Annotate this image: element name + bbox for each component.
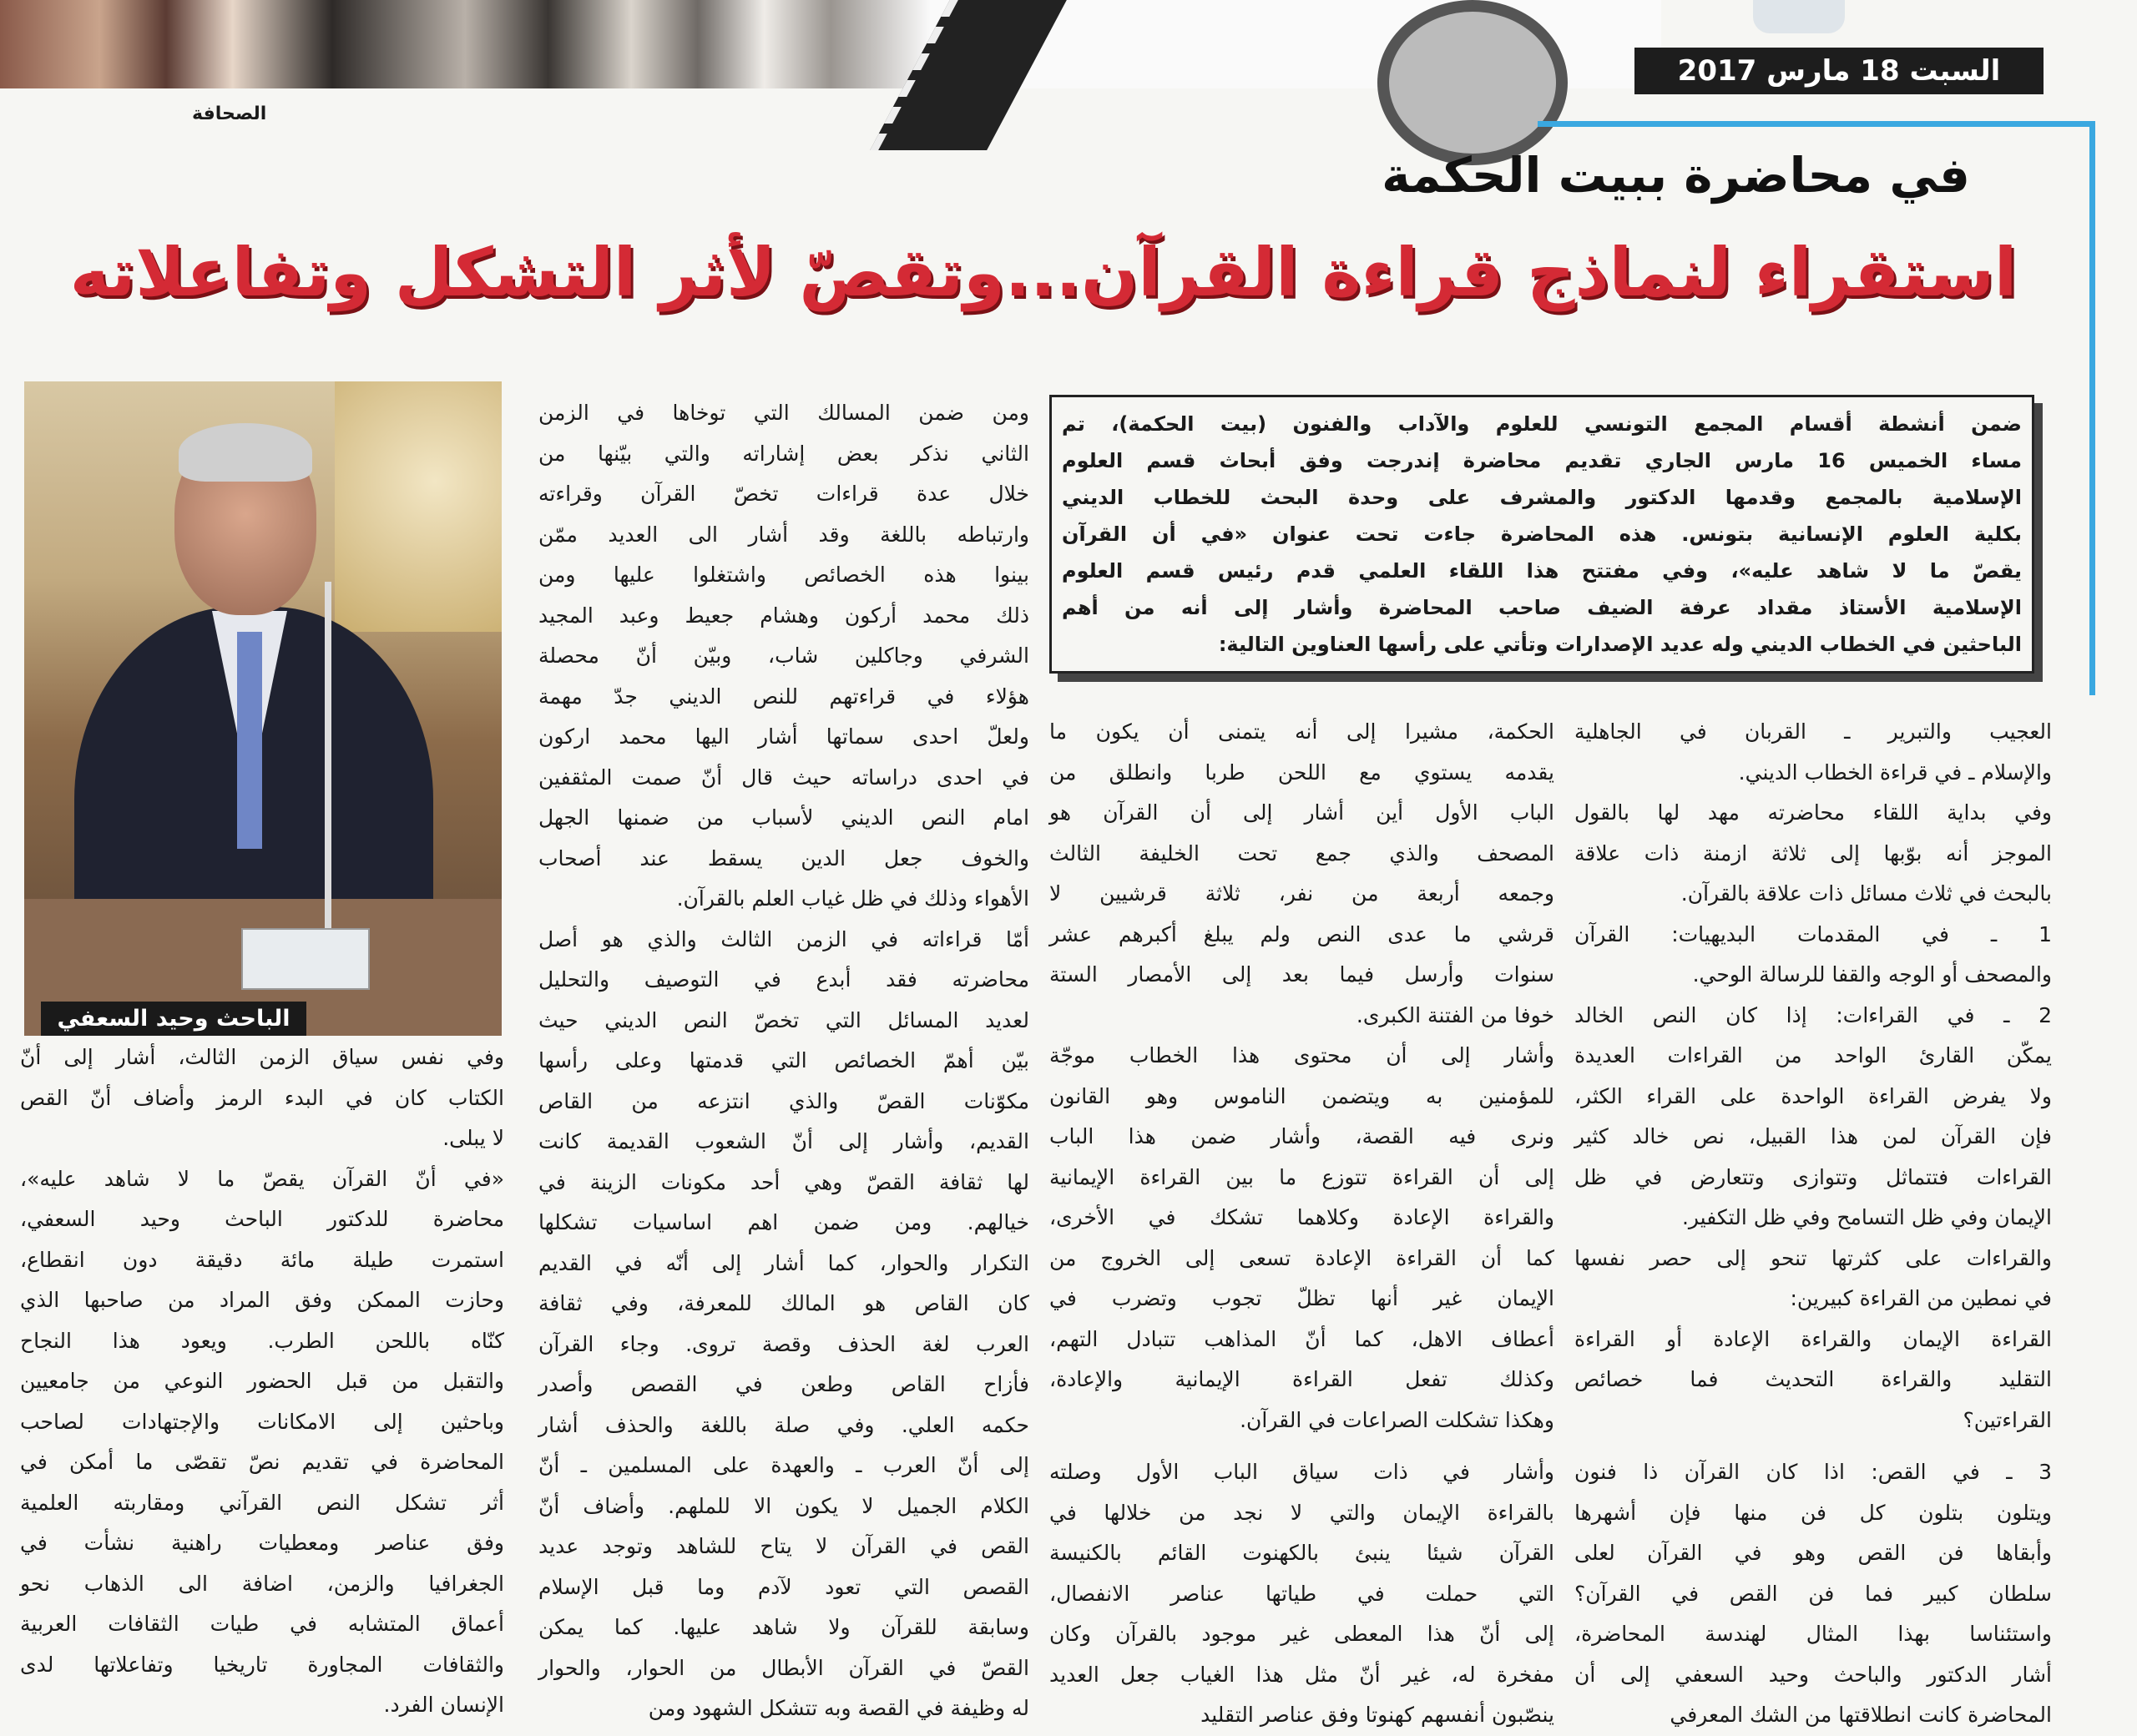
text-line: إلى أنّ العرب ـ والعهدة على المسلمين ـ أنّ — [538, 1453, 1029, 1477]
text-line: امام النص الديني لأسباب من ضمنها الجهل — [538, 805, 1029, 830]
article-column-2 — [1049, 712, 1554, 1736]
text-line: للمؤمنين به ويتضمن الناموس وهو القانون — [1049, 1083, 1554, 1108]
text-line: فأزاح القاص وطعن في القصص وأصدر — [538, 1372, 1029, 1396]
text-line: والإسلام ـ في قراءة الخطاب الديني. — [1738, 760, 2052, 785]
text-line: يقصّ ما لا شاهد عليه»، وفي مفتتح هذا اللقاء العلمي قدم رئيس قسم العلوم — [1062, 559, 2022, 583]
text-line: بينوا هذه الخصائص واشتغلوا عليها ومن — [538, 563, 1029, 587]
text-line: لعديد المسائل التي تخصّ النص الديني حيث — [538, 1007, 1029, 1032]
text-line: إلى أنّ هذا المعطى غير موجود بالقرآن وكان — [1049, 1622, 1554, 1646]
article-kicker: في محاضرة ببيت الحكمة — [1382, 147, 1970, 204]
text-line: 2 ـ في القراءات: إذا كان النص الخالد — [1574, 1002, 2052, 1027]
text-line: الإسلامية الأستاذ مقداد عرفة الضيف صاحب المحاضرة وأشار إلى أنه من أهم — [1062, 596, 2022, 619]
text-line: الإسلامية بالمجمع وقدمها الدكتور والمشرف على وحدة البحث للخطاب الديني — [1062, 486, 2022, 509]
paragraph-gap — [1049, 1441, 1554, 1452]
newspaper-logo — [1753, 0, 1845, 33]
text-line: التقليد والقراءة التحديث فما خصائص — [1574, 1367, 2052, 1391]
text-line: حكمه العلي. وفي صلة باللغة والحذف أشار — [538, 1412, 1029, 1437]
text-line: وفي نفس سياق الزمن الثالث، أشار إلى أنّ — [20, 1045, 504, 1069]
text-line: الثاني نذكر بعض إشاراته والتي بيّنها من — [538, 441, 1029, 466]
paragraph-gap — [1574, 1441, 2052, 1452]
text-line: ونرى فيه القصة، وأشار ضمن هذا الباب — [1049, 1124, 1554, 1148]
accent-rule-horizontal — [1538, 121, 2089, 127]
text-line: خيالهم. ومن ضمن اهم اساسيات تشكلها — [538, 1210, 1029, 1234]
text-line: كان القاص هو المالك للمعرفة، وفي ثقافة — [538, 1291, 1029, 1315]
text-line: بالقراءة الإيمان والتي لا نجد من خلالها في — [1049, 1500, 1554, 1525]
text-line: التي حملت في طياتها عناصر الانفصال، — [1049, 1581, 1554, 1606]
text-line: وفق عناصر ومعطيات راهنية نشأت في — [20, 1531, 504, 1555]
text-line: مكوّنات القصّ والذي انتزعه من القاص — [538, 1088, 1029, 1113]
text-line: يقدمه يستوي مع اللحن طربا وانطلق من — [1049, 760, 1554, 785]
text-line: القراءتين؟ — [1963, 1407, 2052, 1432]
photo-tie — [237, 632, 262, 849]
text-line: أثر تشكل النص القرآني ومقاربته العلمية — [20, 1490, 504, 1515]
text-line: إلى أن القراءة تتوزع ما بين القراءة الإيمانية — [1049, 1164, 1554, 1189]
text-line: والمصحف أو الوجه والقفا للرسالة الوحي. — [1692, 962, 2052, 987]
text-line: في نمطين من القراءة كبيرين: — [1790, 1286, 2052, 1310]
text-line: القراءات فتتماثل وتتوازى وتتعارض في ظل — [1574, 1164, 2052, 1189]
text-line: وفي بداية اللقاء محاضرته مهد لها بالقول — [1574, 800, 2052, 825]
text-line: القديم، وأشار إلى أنّ الشعوب القديمة كانت — [538, 1129, 1029, 1153]
text-line: الباحثين في الخطاب الديني وله عديد الإصدارات وتأتي على رأسها العناوين التالية: — [1218, 633, 2022, 656]
accent-rule-vertical — [2089, 121, 2095, 695]
text-line: أمّا قراءاته في الزمن الثالث والذي هو أصل — [538, 926, 1029, 951]
text-line: يمكّن القارئ الواحد من القراءات العديدة — [1574, 1043, 2052, 1067]
text-line: والقراءة الإعادة وكلاهما تشكك في الأخرى، — [1049, 1205, 1554, 1229]
text-line: استمرت طيلة مائة دقيقة دون انقطاع، — [20, 1247, 504, 1272]
text-line: التكرار والحوار، كما أشار إلى أنّه في القديم — [538, 1250, 1029, 1275]
text-line: بكلية العلوم الإنسانية بتونس. هذه المحاضرة جاءت تحت عنوان «في أن القرآن — [1062, 522, 2022, 546]
text-line: قرشي ما عدى النص ولم يبلغ أكبرهم عشر — [1049, 921, 1554, 946]
article-intro-box — [1049, 395, 2034, 674]
text-line: 1 ـ في المقدمات البديهيات: القرآن — [1574, 921, 2052, 946]
text-line: القصّ في القرآن الأبطال من الحوار، والحوار — [538, 1655, 1029, 1680]
text-line: الموجز أنه بوّبها إلى ثلاثة ازمنة ذات علاقة — [1574, 840, 2052, 865]
photo-hair — [179, 423, 312, 482]
speaker-photo — [24, 381, 502, 1036]
text-line: وهكذا تشكلت الصراعات في القرآن. — [1240, 1407, 1554, 1432]
text-line: في احدى دراساته حيث قال أنّ صمت المثقفين — [538, 765, 1029, 790]
text-line: له وظيفة في القصة وبه تتشكل الشهود ومن — [648, 1696, 1029, 1720]
text-line: المصحف والذي جمع تحت الخليفة الثالث — [1049, 840, 1554, 865]
text-line: ولعلّ احدى سماتها أشار اليها محمد اركون — [538, 724, 1029, 749]
text-line: والخوف جعل الدين يسقط عند أصحاب — [538, 845, 1029, 871]
photo-caption: الباحث وحيد السعفي — [41, 1002, 306, 1036]
text-line: الكتاب كان في البدء الرمز وأضاف أنّ القص — [20, 1085, 504, 1110]
text-line: خلال عدة قراءات تخصّ القرآن وقراءته — [538, 482, 1029, 506]
text-line: ومن ضمن المسالك التي توخاها في الزمن — [538, 401, 1029, 425]
text-line: الأهواء وذلك في ظل غياب العلم بالقرآن. — [676, 886, 1029, 911]
text-line: الإيمان وفي ظل التسامح وفي ظل التكفير. — [1681, 1205, 2052, 1229]
text-line: واستئناسا بهذا المثال لهندسة المحاضرة، — [1574, 1622, 2052, 1646]
article-column-4 — [20, 1037, 504, 1726]
text-line: الباب الأول أين أشار إلى أن القرآن هو — [1049, 800, 1554, 825]
text-line: بيّن أهمّ الخصائص التي قدمتها وعلى رأسها — [538, 1048, 1029, 1072]
text-line: خوفا من الفتنة الكبرى. — [1356, 1002, 1554, 1027]
text-line: وسابقة للقرآن ولا شاهد عليها. كما يمكن — [538, 1615, 1029, 1639]
text-line: أشار الدكتور والباحث وحيد السعفي إلى أن — [1574, 1662, 2052, 1687]
text-line: الشرفي وجاكلين شاب، وبيّن أنّ محصلة — [538, 643, 1029, 668]
text-line: القرآن شيئا ينبئ بالكهنوت القائم بالكنيسة — [1049, 1541, 1554, 1565]
text-line: الحكمة، مشيرا إلى أنه يتمنى أن يكون ما — [1049, 719, 1554, 744]
text-line: القص في القرآن لا يتاح للشاهد وتوجد عديد — [538, 1534, 1029, 1558]
text-line: ويتلون بتلون كل فن منها فإن أشهرها — [1574, 1500, 2052, 1525]
text-line: بالبحث في ثلاث مسائل ذات علاقة بالقرآن. — [1680, 881, 2052, 906]
text-line: العرب لغة الحذف وقصة تروى. وجاء القرآن — [538, 1331, 1029, 1356]
text-line: فإن القرآن لمن هذا القبيل، نص خالد كثير — [1574, 1124, 2052, 1148]
text-line: العجيب والتبرير ـ القربان في الجاهلية — [1574, 719, 2052, 744]
text-line: سنوات وأرسل فيما بعد إلى الأمصار الستة — [1049, 962, 1554, 987]
text-line: ضمن أنشطة أقسام المجمع التونسي للعلوم والآداب والفنون (بيت الحكمة)، تم — [1062, 412, 2022, 436]
issue-date: السبت 18 مارس 2017 — [1634, 48, 2044, 94]
text-line: مفخرة له، غير أنّ مثل هذا الغياب جعل العديد — [1049, 1662, 1554, 1687]
film-reel-graphic — [1377, 0, 1568, 165]
conference-device — [241, 928, 370, 990]
text-line: وأشار في ذات سياق الباب الأول وصلته — [1049, 1460, 1554, 1484]
text-line: والثقافات المجاورة تاريخيا وتفاعلاتها لدى — [20, 1652, 504, 1677]
text-line: أعطاف الاهل، كما أنّ المذاهب تتبادل التهم، — [1049, 1326, 1554, 1351]
text-line: ولا يفرض القراءة الواحدة على القراء الكثر، — [1574, 1083, 2052, 1108]
text-line: وكذلك تفعل القراءة الإيمانية والإعادة، — [1049, 1367, 1554, 1391]
text-line: محاضرته فقد أبدع في التوصيف والتحليل — [538, 967, 1029, 992]
text-line: القصص التي تعود لآدم وما قبل الإسلام — [538, 1574, 1029, 1599]
text-line: 3 ـ في القص: اذا كان القرآن ذا فنون — [1574, 1460, 2052, 1484]
microphone — [325, 582, 331, 974]
text-line: وارتباطه باللغة وقد أشار الى العديد ممّن — [538, 522, 1029, 547]
text-line: «في أنّ القرآن يقصّ ما لا شاهد عليه»، — [20, 1166, 504, 1191]
text-line: كما أن القراءة الإعادة تسعى إلى الخروج من — [1049, 1245, 1554, 1270]
text-line: الجغرافيا والزمن، اضافة الى الذهاب نحو — [20, 1571, 504, 1596]
text-line: وحازت الممكن وفق المراد من صاحبها الذي — [20, 1288, 504, 1312]
text-line: وجمعه أربعة من نفر، ثلاثة قرشيين لا — [1049, 881, 1554, 906]
text-line: محاضرة للدكتور الباحث وحيد السعفي، — [20, 1207, 504, 1231]
photo-background-ornament — [335, 381, 502, 632]
text-line: الإنسان الفرد. — [383, 1693, 504, 1717]
text-line: وأشار إلى أن محتوى هذا الخطاب موجّة — [1049, 1043, 1554, 1067]
text-line: أعماق المتشابه في طيات الثقافات العربية — [20, 1612, 504, 1636]
text-line: لا يبلى. — [442, 1126, 504, 1150]
article-column-3 — [538, 393, 1029, 1729]
text-line: والتقبل من قبل الحضور النوعي من جامعيين — [20, 1369, 504, 1393]
source-label: الصحافة — [192, 103, 267, 124]
text-line: وأبقاها فن القص وهو في القرآن لعلى — [1574, 1541, 2052, 1565]
text-line: لها ثقافة القصّ وهي أحد مكونات الزينة في — [538, 1169, 1029, 1194]
text-line: المحاضرة كانت انطلاقتها من الشك المعرفي — [1670, 1703, 2052, 1727]
text-line: الكلام الجميل لا يكون الا للملهم. وأضاف أنّ — [538, 1493, 1029, 1518]
text-line: القراءة الإيمان والقراءة الإعادة أو القراءة — [1574, 1326, 2052, 1351]
text-line: ينصّبون أنفسهم كهنوتا وفق عناصر التقليد — [1200, 1703, 1554, 1727]
text-line: المحاضرة في تقديم نصّ تقصّى ما أمكن في — [20, 1450, 504, 1474]
text-line: كنّاه باللحن الطرب. ويعود هذا النجاح — [20, 1328, 504, 1353]
text-line: هؤلاء في قراءتهم للنص الديني جدّ مهمة — [538, 684, 1029, 709]
article-column-1 — [1574, 712, 2052, 1736]
text-line: ذلك محمد أركون وهشام جعيط وعبد المجيد — [538, 603, 1029, 628]
text-line: سلطان كبير فما فن القص في القرآن؟ — [1574, 1581, 2052, 1606]
text-line: مساء الخميس 16 مارس الجاري تقديم محاضرة إندرجت وفق أبحاث قسم العلوم — [1062, 449, 2022, 472]
text-line: والقراءات على كثرتها تنحو إلى حصر نفسها — [1574, 1245, 2052, 1270]
text-line: وباحثين إلى الامكانات والإجتهادات لصاحب — [20, 1409, 504, 1434]
text-line: الإيمان غير أنها تظلّ تجوب وتضرب في — [1049, 1286, 1554, 1310]
article-headline: استقراء لنماذج قراءة القرآن...وتقصّ لأثر التشكل وتفاعلاته — [69, 234, 2018, 311]
